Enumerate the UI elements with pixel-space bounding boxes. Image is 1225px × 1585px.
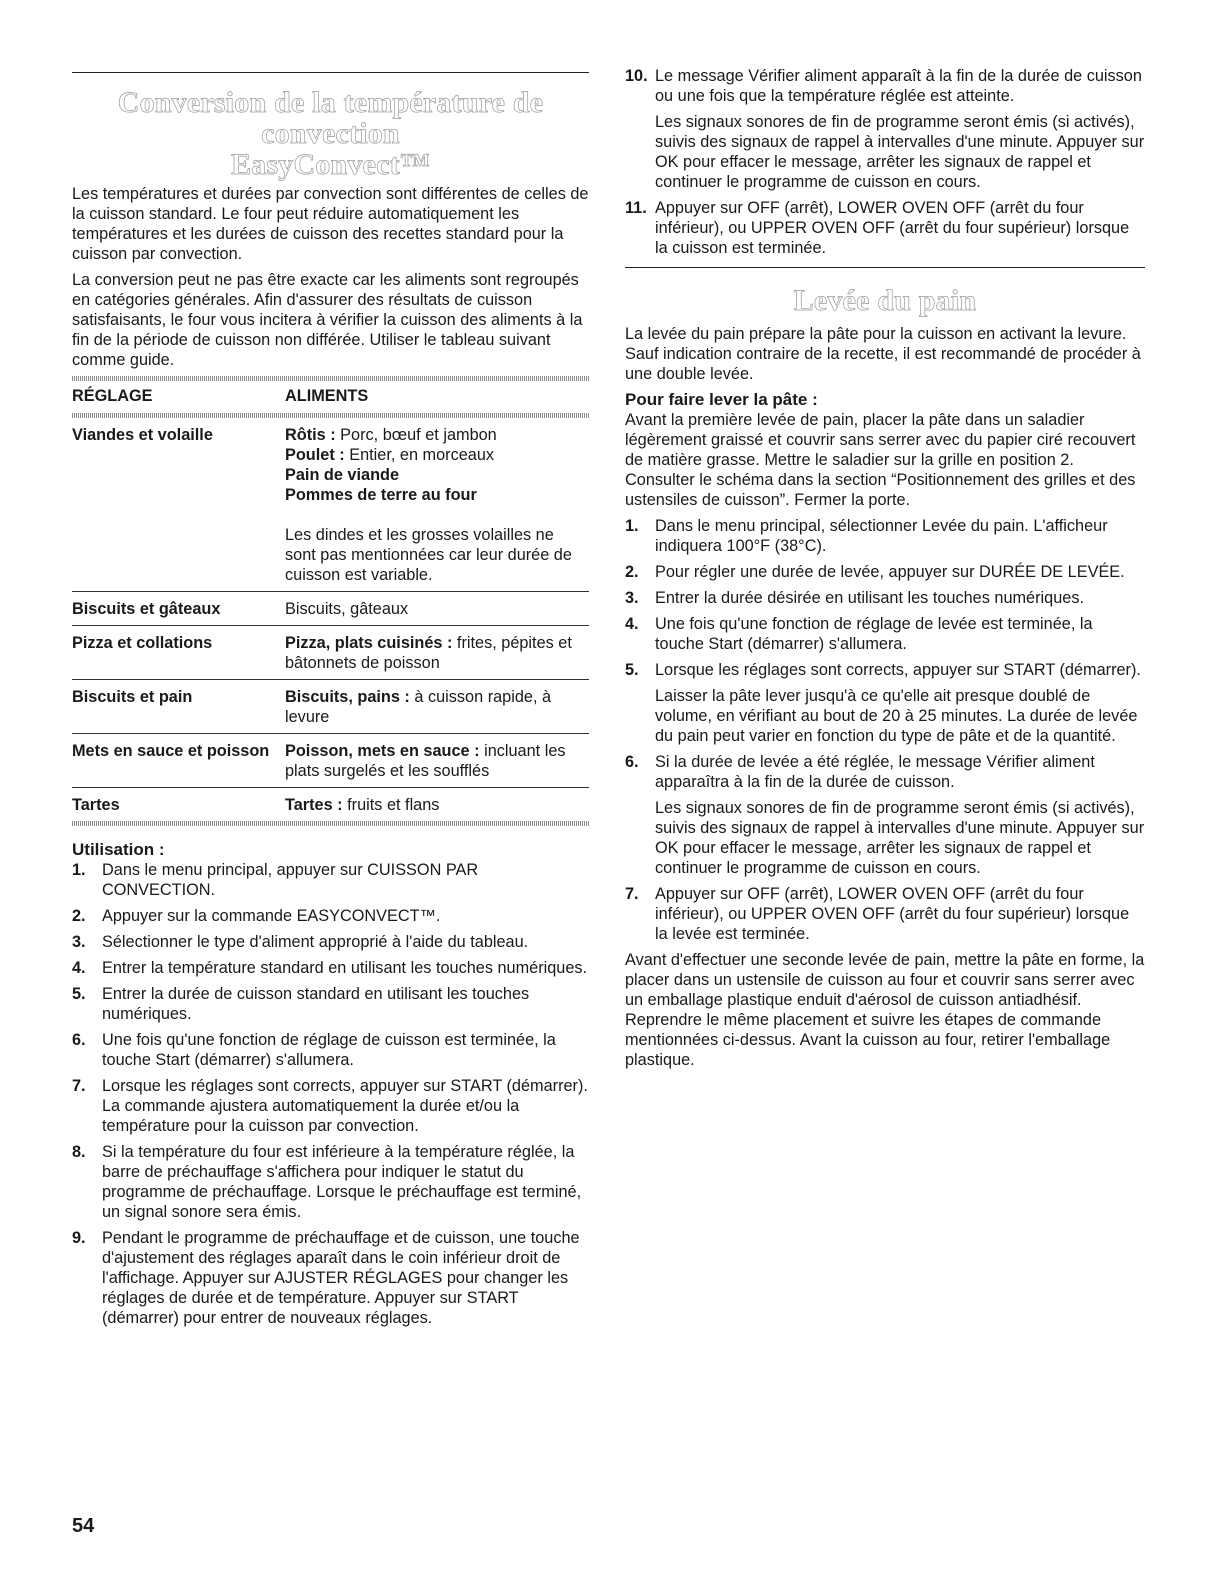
food-text: Biscuits, gâteaux xyxy=(285,600,409,618)
food-text: frites, pépites et bâtonnets de poisson xyxy=(285,634,572,672)
table-row xyxy=(72,592,589,626)
section-rule xyxy=(625,267,1145,268)
food-text: Entier, en morceaux xyxy=(344,446,495,464)
food-text: incluant les plats surgelés et les soufflés xyxy=(285,742,566,780)
proofing-subheading: Pour faire lever la pâte : xyxy=(625,390,818,409)
left-column xyxy=(72,0,589,1334)
table-header-row xyxy=(72,381,589,413)
row-foods xyxy=(285,734,589,788)
step-number: 5. xyxy=(625,661,639,679)
step-number: 8. xyxy=(72,1143,86,1161)
step-number: 1. xyxy=(625,517,639,535)
usage-steps-continued xyxy=(625,66,1145,258)
food-bold: Rôtis : xyxy=(285,426,336,444)
list-item xyxy=(625,660,1145,746)
title-line-2: EasyConvect™ xyxy=(230,148,431,181)
step-subtext: Les signaux sonores de fin de programme seront émis (si activés), suivis des signaux de rappel à intervalles d'une minute. Appuyer sur OK pour effacer le message, arrêter les signaux de rappel et continuer le programme de cuisson en cours. xyxy=(655,799,1145,877)
list-item xyxy=(625,66,1145,192)
row-foods xyxy=(285,592,589,626)
proofing-intro: La levée du pain prépare la pâte pour la cuisson en activant la levure. Sauf indication contraire de la recette, il est recommandé de procéder à une double levée. xyxy=(625,325,1141,383)
step-number: 11. xyxy=(625,199,647,217)
row-foods xyxy=(285,680,589,734)
table-header-setting: RÉGLAGE xyxy=(72,387,153,405)
table-bottom-border xyxy=(72,821,589,826)
step-text: Une fois qu'une fonction de réglage de cuisson est terminée, la touche Start (démarrer) s'allumera. xyxy=(102,1031,556,1069)
list-item xyxy=(72,906,589,926)
step-number: 3. xyxy=(625,589,639,607)
section-title-convection xyxy=(72,87,589,180)
food-text: Porc, bœuf et jambon xyxy=(335,426,497,444)
step-number: 6. xyxy=(72,1031,86,1049)
step-text: Appuyer sur OFF (arrêt), LOWER OVEN OFF (arrêt du four inférieur), ou UPPER OVEN OFF (arrêt du four supérieur) lorsque la levée est terminée. xyxy=(655,885,1130,943)
step-text: Le message Vérifier aliment apparaît à la fin de la durée de cuisson ou une fois que la température réglée est atteinte. xyxy=(655,67,1142,105)
step-text: Appuyer sur la commande EASYCONVECT™. xyxy=(102,907,441,925)
step-number: 7. xyxy=(625,885,639,903)
list-item xyxy=(625,198,1145,258)
food-bold: Tartes : xyxy=(285,796,343,814)
table-row xyxy=(72,788,589,822)
list-item xyxy=(72,1228,589,1328)
step-text: Entrer la température standard en utilisant les touches numériques. xyxy=(102,959,588,977)
step-text: Lorsque les réglages sont corrects, appuyer sur START (démarrer). La commande ajustera automatiquement la durée et/ou la température pour la cuisson par convection. xyxy=(102,1077,588,1135)
intro-paragraph-2: La conversion peut ne pas être exacte car les aliments sont regroupés en catégories générales. Afin d'assurer des résultats de cuisson satisfaisants, le four vous incitera à vérifier la cuisson des aliments à la fin de la période de cuisson non différée. Utiliser le tableau suivant comme guide. xyxy=(72,271,583,369)
step-text: Si la durée de levée a été réglée, le message Vérifier aliment apparaîtra à la fin de la durée de cuisson. xyxy=(655,753,1095,791)
right-column xyxy=(625,0,1145,1070)
list-item xyxy=(72,1030,589,1070)
food-bold: Biscuits, pains : xyxy=(285,688,410,706)
step-text: Lorsque les réglages sont corrects, appuyer sur START (démarrer). xyxy=(655,661,1141,679)
list-item xyxy=(625,562,1145,582)
list-item xyxy=(625,884,1145,944)
step-text: Entrer la durée désirée en utilisant les touches numériques. xyxy=(655,589,1084,607)
list-item xyxy=(72,984,589,1024)
step-subtext: Les signaux sonores de fin de programme seront émis (si activés), suivis des signaux de rappel à intervalles d'une minute. Appuyer sur OK pour effacer le message, arrêter les signaux de rappel et continuer le programme de cuisson en cours. xyxy=(655,113,1145,191)
section-title-bread-proofing: Levée du pain xyxy=(793,284,977,317)
step-text: Entrer la durée de cuisson standard en utilisant les touches numériques. xyxy=(102,985,530,1023)
step-number: 7. xyxy=(72,1077,86,1095)
list-item xyxy=(625,614,1145,654)
usage-heading: Utilisation : xyxy=(72,840,165,859)
top-rule xyxy=(72,72,589,73)
row-setting: Biscuits et gâteaux xyxy=(72,592,285,626)
row-foods xyxy=(285,626,589,680)
table-row xyxy=(72,626,589,680)
step-text: Dans le menu principal, appuyer sur CUISSON PAR CONVECTION. xyxy=(102,861,479,899)
step-number: 1. xyxy=(72,861,86,879)
step-number: 9. xyxy=(72,1229,86,1247)
step-text: Pour régler une durée de levée, appuyer sur DURÉE DE LEVÉE. xyxy=(655,563,1125,581)
intro-paragraph-1: Les températures et durées par convection sont différentes de celles de la cuisson standard. Le four peut réduire automatiquement les températures et les durées de cuisson des recettes standard pour la cuisson par convection. xyxy=(72,185,589,263)
list-item xyxy=(72,860,589,900)
step-subtext: Laisser la pâte lever jusqu'à ce qu'elle ait presque doublé de volume, en vérifiant au bout de 20 à 25 minutes. La durée de levée du pain peut varier en fonction du type de pâte et de la quantité. xyxy=(655,687,1138,745)
step-number: 6. xyxy=(625,753,639,771)
food-bold: Pommes de terre au four xyxy=(285,486,477,504)
table-header-foods: ALIMENTS xyxy=(285,387,369,405)
table-row xyxy=(72,680,589,734)
list-item xyxy=(625,516,1145,556)
step-text: Appuyer sur OFF (arrêt), LOWER OVEN OFF (arrêt du four inférieur), ou UPPER OVEN OFF (arrêt du four supérieur) lorsque la cuisson est terminée. xyxy=(655,199,1130,257)
list-item xyxy=(72,1076,589,1136)
food-text: fruits et flans xyxy=(342,796,440,814)
row-setting: Biscuits et pain xyxy=(72,680,285,734)
list-item xyxy=(72,958,589,978)
food-bold: Pain de viande xyxy=(285,466,400,484)
page-number: 54 xyxy=(72,1515,95,1537)
proofing-steps xyxy=(625,516,1145,944)
step-text: Pendant le programme de préchauffage et de cuisson, une touche d'ajustement des réglages aparaît dans le coin inférieur droit de l'affichage. Appuyer sur AJUSTER RÉGLAGES pour changer les réglages de durée et de température. Appuyer sur START (démarrer) pour entrer de nouveaux réglages. xyxy=(102,1229,580,1327)
step-number: 4. xyxy=(625,615,639,633)
step-number: 2. xyxy=(625,563,639,581)
row-foods xyxy=(285,788,589,822)
food-text: à cuisson rapide, à levure xyxy=(285,688,552,726)
row-setting: Viandes et volaille xyxy=(72,418,285,592)
conversion-table xyxy=(72,381,589,821)
proofing-subintro: Avant la première levée de pain, placer la pâte dans un saladier légèrement graissé et couvrir sans serrer avec du papier ciré recouvert de matière grasse. Mettre le saladier sur la grille en position 2. Consulter le schéma dans la section “Positionnement des grilles et des ustensiles de cuisson”. Fermer la porte. xyxy=(625,411,1136,509)
step-text: Dans le menu principal, sélectionner Levée du pain. L'afficheur indiquera 100°F (38°C). xyxy=(655,517,1108,555)
step-number: 3. xyxy=(72,933,86,951)
list-item xyxy=(72,932,589,952)
food-bold: Poisson, mets en sauce : xyxy=(285,742,480,760)
title-line-1: Conversion de la température de convection xyxy=(117,86,544,150)
table-row xyxy=(72,418,589,592)
row-setting: Tartes xyxy=(72,796,120,814)
step-text: Si la température du four est inférieure à la température réglée, la barre de préchauffage s'affichera pour indiquer le statut du programme de préchauffage. Lorsque le préchauffage est terminé, un signal sonore sera émis. xyxy=(102,1143,582,1221)
step-text: Une fois qu'une fonction de réglage de levée est terminée, la touche Start (démarrer) s'allumera. xyxy=(655,615,1093,653)
step-text: Sélectionner le type d'aliment approprié à l'aide du tableau. xyxy=(102,933,529,951)
food-bold: Pizza, plats cuisinés : xyxy=(285,634,453,652)
usage-steps xyxy=(72,860,589,1328)
row-foods xyxy=(285,418,589,592)
list-item xyxy=(72,1142,589,1222)
table-row xyxy=(72,734,589,788)
step-number: 10. xyxy=(625,67,648,85)
step-number: 2. xyxy=(72,907,86,925)
food-bold: Poulet : xyxy=(285,446,345,464)
list-item xyxy=(625,588,1145,608)
row-note: Les dindes et les grosses volailles ne sont pas mentionnées car leur durée de cuisson est variable. xyxy=(285,526,572,584)
list-item xyxy=(625,752,1145,878)
row-setting: Pizza et collations xyxy=(72,626,285,680)
step-number: 5. xyxy=(72,985,86,1003)
proofing-closing: Avant d'effectuer une seconde levée de pain, mettre la pâte en forme, la placer dans un ustensile de cuisson au four et couvrir sans serrer avec un emballage plastique enduit d'aérosol de cuisson antiadhésif. Reprendre le même placement et suivre les étapes de commande mentionnées ci-dessus. Avant la cuisson au four, retirer l'emballage plastique. xyxy=(625,951,1145,1069)
step-number: 4. xyxy=(72,959,86,977)
row-setting: Mets en sauce et poisson xyxy=(72,734,285,788)
